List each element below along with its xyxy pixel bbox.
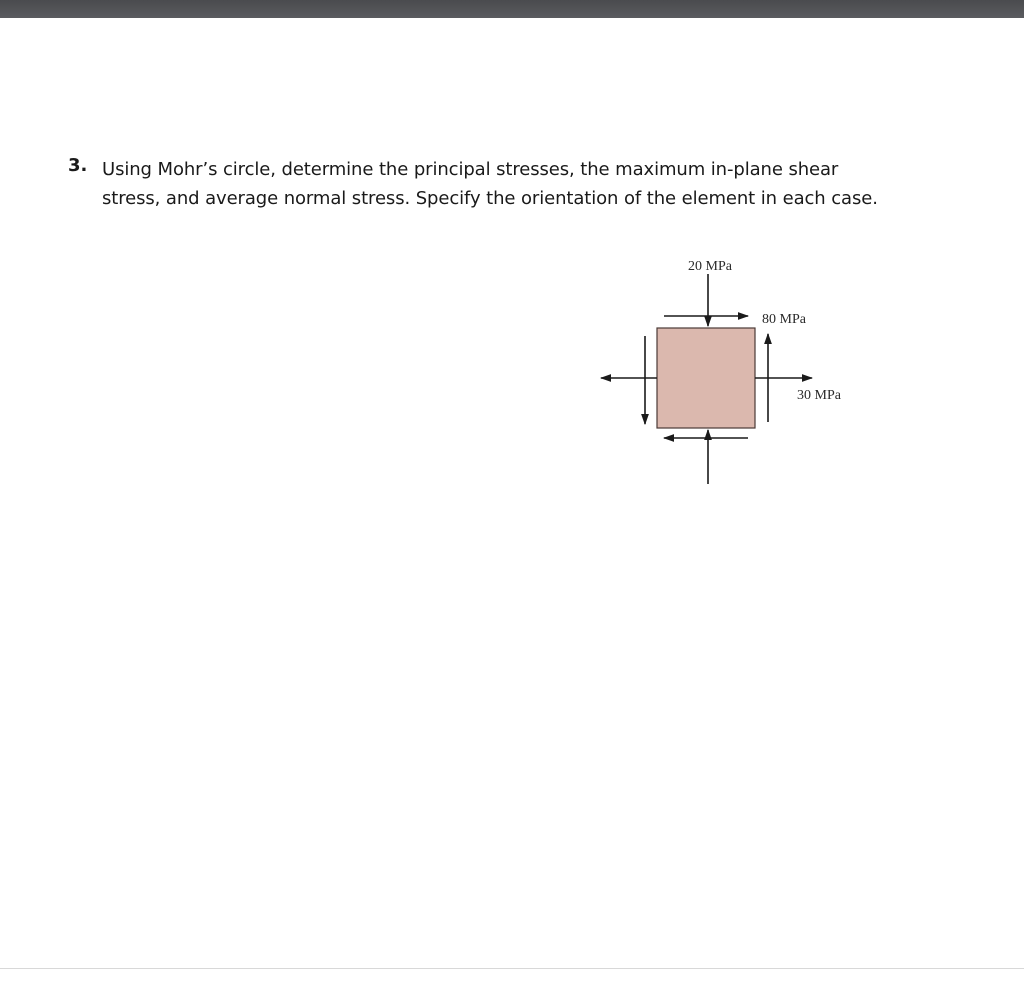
label-horizontal-normal-stress: 30 MPa [797, 388, 841, 403]
label-vertical-normal-stress: 20 MPa [688, 259, 732, 274]
stress-element-square [657, 328, 755, 428]
window-top-bar [0, 0, 1024, 18]
label-shear-stress: 80 MPa [762, 312, 806, 327]
problem-statement-line-1: Using Mohr’s circle, determine the principal stresses, the maximum in-plane shear [102, 159, 839, 180]
problem-statement [102, 155, 922, 213]
problem-statement-line-2: stress, and average normal stress. Specify the orientation of the element in each case. [102, 188, 878, 209]
page-bottom-rule [0, 968, 1024, 969]
problem-number: 3. [68, 155, 88, 176]
